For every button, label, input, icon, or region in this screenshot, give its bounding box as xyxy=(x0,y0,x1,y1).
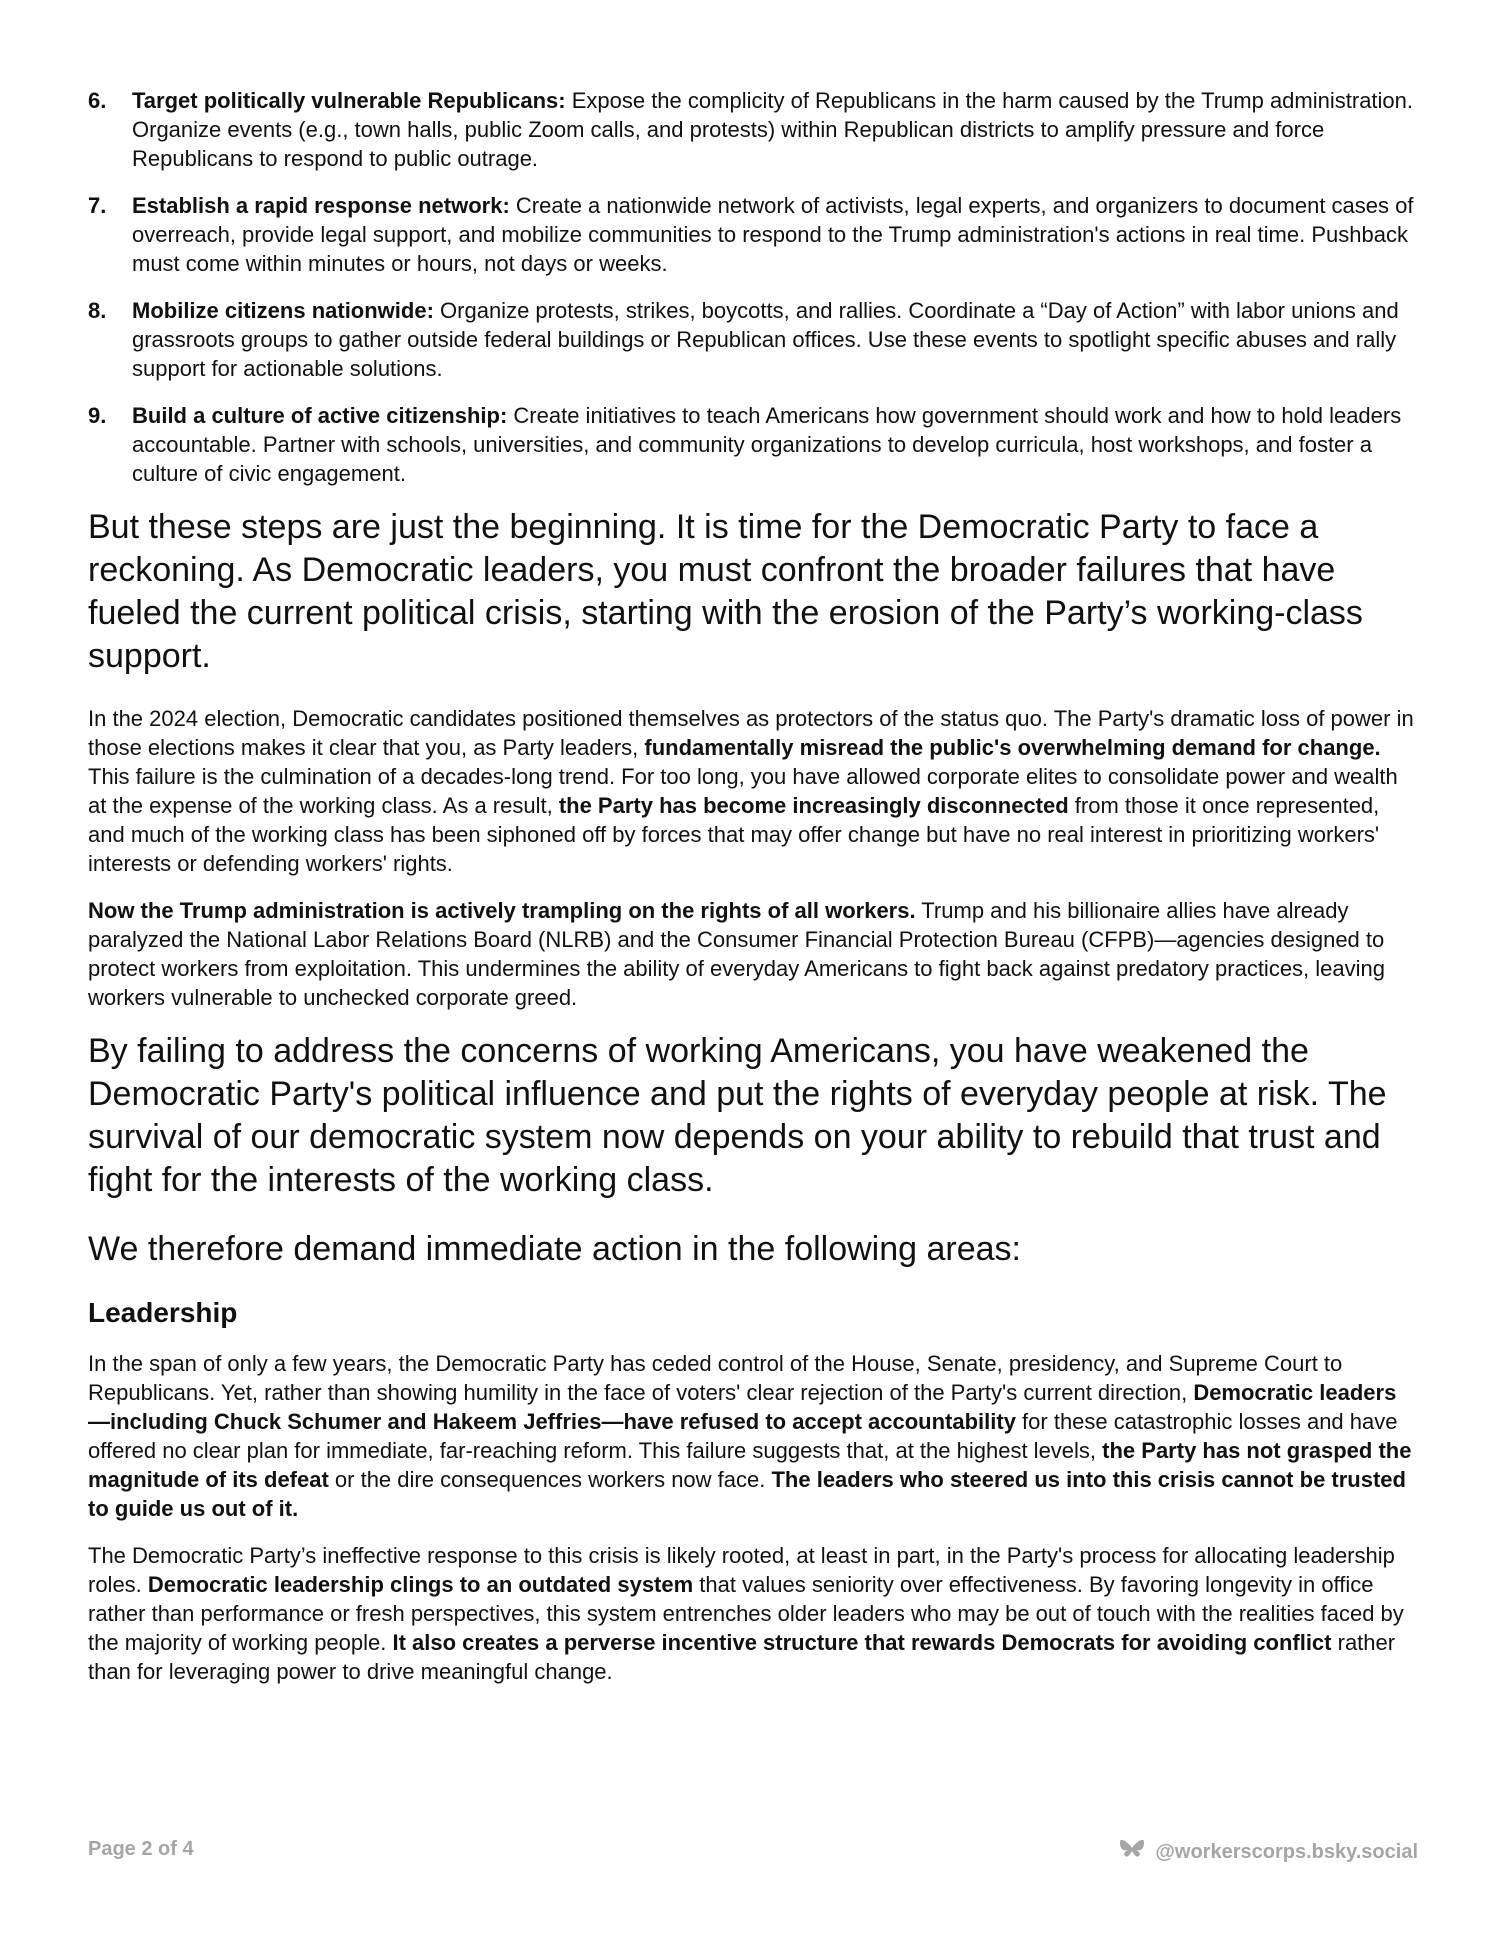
paragraph-seniority xyxy=(88,1541,1418,1686)
document-page xyxy=(88,86,1418,1704)
section-heading: Leadership xyxy=(88,1297,238,1328)
bold-run: fundamentally misread the public's overwhelming demand for change. xyxy=(644,735,1381,760)
bold-run: Now the Trump administration is actively trampling on the rights of all workers. xyxy=(88,898,916,923)
bold-run: Democratic leaders—including Chuck Schumer and Hakeem Jeffries—have refused to accept accountability xyxy=(88,1380,1397,1434)
list-item xyxy=(88,296,1418,383)
paragraph-workers-rights xyxy=(88,896,1418,1012)
text-run: The Democratic Party’s ineffective response to this crisis is likely rooted, at least in part, in the Party's process for allocating leadership roles. xyxy=(88,1543,1395,1597)
statement-demand: We therefore demand immediate action in the following areas: xyxy=(88,1230,1021,1268)
list-item-text: Organize protests, strikes, boycotts, and rallies. Coordinate a “Day of Action” with labor unions and grassroots groups to gather outside federal buildings or Republican offices. Use these events to spotlight specific abuses and rally support for actionable solutions. xyxy=(132,298,1399,381)
page-number: Page 2 of 4 xyxy=(88,1838,194,1860)
text-run: In the 2024 election, Democratic candidates positioned themselves as protectors of the status quo. The Party's dramatic loss of power in those elections makes it clear that you, as Party leaders, xyxy=(88,706,1414,760)
text-run: that values seniority over effectiveness. By favoring longevity in office rather than performance or fresh perspectives, this system entrenches older leaders who may be out of touch with the realities faced by the majority of working people. xyxy=(88,1572,1404,1655)
text-run: from those it once represented, and much of the working class has been siphoned off by forces that may offer change but have no real interest in prioritizing workers' interests or defending workers' rights. xyxy=(88,793,1380,876)
list-item-text: Expose the complicity of Republicans in the harm caused by the Trump administration. Organize events (e.g., town halls, public Zoom calls, and protests) within Republican districts to amplify pressure and force Republicans to respond to public outrage. xyxy=(132,88,1414,171)
social-handle-link[interactable] xyxy=(1119,1838,1418,1866)
list-item-title: Mobilize citizens nationwide: xyxy=(132,298,434,323)
bold-run: The leaders who steered us into this crisis cannot be trusted to guide us out of it. xyxy=(88,1467,1406,1521)
text-run: for these catastrophic losses and have offered no clear plan for immediate, far-reaching reform. This failure suggests that, at the highest levels, xyxy=(88,1409,1398,1463)
butterfly-icon xyxy=(1119,1838,1145,1866)
list-number: 6. xyxy=(88,88,107,113)
statement-failing: By failing to address the concerns of working Americans, you have weakened the Democratic Party's political influence and put the rights of everyday people at risk. The survival of our democratic system now depends on your ability to rebuild that trust and fight for the interests of the working class. xyxy=(88,1032,1387,1199)
paragraph-leadership xyxy=(88,1349,1418,1523)
text-run: In the span of only a few years, the Democratic Party has ceded control of the House, Senate, presidency, and Supreme Court to Republicans. Yet, rather than showing humility in the face of voters' clear rejection of the Party's current direction, xyxy=(88,1351,1343,1405)
list-item xyxy=(88,401,1418,488)
action-list xyxy=(88,86,1418,488)
list-number: 8. xyxy=(88,298,107,323)
bold-run: It also creates a perverse incentive structure that rewards Democrats for avoiding conflict xyxy=(392,1630,1332,1655)
list-item-title: Establish a rapid response network: xyxy=(132,193,510,218)
list-item-text: Create initiatives to teach Americans how government should work and how to hold leaders accountable. Partner with schools, universities, and community organizations to develop curricula, host workshops, and foster a culture of civic engagement. xyxy=(132,403,1402,486)
text-run: Trump and his billionaire allies have already paralyzed the National Labor Relations Board (NLRB) and the Consumer Financial Protection Bureau (CFPB)—agencies designed to protect workers from exploitation. This undermines the ability of everyday Americans to fight back against predatory practices, leaving workers vulnerable to unchecked corporate greed. xyxy=(88,898,1386,1010)
list-item-title: Target politically vulnerable Republicans: xyxy=(132,88,566,113)
bold-run: Democratic leadership clings to an outdated system xyxy=(147,1572,694,1597)
list-number: 7. xyxy=(88,193,107,218)
list-number: 9. xyxy=(88,403,107,428)
list-item xyxy=(88,86,1418,173)
text-run: This failure is the culmination of a decades-long trend. For too long, you have allowed corporate elites to consolidate power and wealth at the expense of the working class. As a result, xyxy=(88,764,1398,818)
text-run: or the dire consequences workers now face. xyxy=(328,1467,772,1492)
list-item-title: Build a culture of active citizenship: xyxy=(132,403,508,428)
list-item xyxy=(88,191,1418,278)
bold-run: the Party has not grasped the magnitude of its defeat xyxy=(88,1438,1412,1492)
statement-beginning: But these steps are just the beginning. It is time for the Democratic Party to face a reckoning. As Democratic leaders, you must confront the broader failures that have fueled the current political crisis, starting with the erosion of the Party’s working-class support. xyxy=(88,508,1363,675)
paragraph-2024-election xyxy=(88,704,1418,878)
list-item-text: Create a nationwide network of activists, legal experts, and organizers to document cases of overreach, provide legal support, and mobilize communities to respond to the Trump administration's actions in real time. Pushback must come within minutes or hours, not days or weeks. xyxy=(132,193,1414,276)
text-run: rather than for leveraging power to drive meaningful change. xyxy=(88,1630,1396,1684)
bold-run: the Party has become increasingly disconnected xyxy=(558,793,1069,818)
handle-text: @workerscorps.bsky.social xyxy=(1155,1840,1418,1863)
